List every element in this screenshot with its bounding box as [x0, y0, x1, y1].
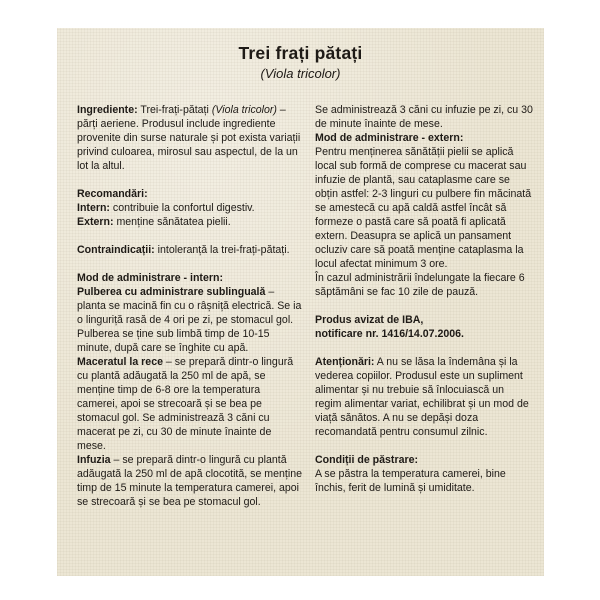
infusion-label: Infuzia [77, 454, 111, 466]
infusion-dose-text: Se administrează 3 căni cu infuzie pe zi, cu 30 de minute înainte de mese. [315, 104, 533, 130]
right-column [315, 103, 533, 495]
internal-administration-section [77, 271, 302, 509]
product-title: Trei frați pătați [238, 43, 363, 63]
ingredients-section [77, 103, 302, 173]
external-administration-label: Mod de administrare - extern: [315, 132, 464, 144]
approval-line-1: Produs avizat de IBA, [315, 314, 424, 326]
infusion-text: – se prepară dintr-o lingură cu plantă adăugată la 250 ml de apă clocotită, se menține timp de 15 minute la temperatura camerei, apoi se strecoară și se bea pe stomacul gol. [77, 454, 302, 508]
warnings-label: Atenționări: [315, 356, 375, 368]
approval-line-2: notificare nr. 1416/14.07.2006. [315, 328, 464, 340]
ingredients-label: Ingrediente: [77, 104, 138, 116]
sublingual-text: – planta se macină fin cu o râșniță electrică. Se ia o linguriță rasă de 4 ori pe zi, pe stomacul gol. Pulberea se ține sub limbă timp de 10-15 minute, după care se înghite cu apă. [77, 286, 302, 354]
external-administration-text: Pentru menținerea sănătății pielii se aplică local sub formă de comprese cu macerat sau infuzie de plantă, sau cataplasme care se obțin astfel: 2-3 linguri cu pulbere fin măcinată se amestecă cu apă caldă astfel încât să formeze o pastă care să poată fi aplicată extern. Deasupra se aplică un pansament ocluziv care să poată menține cataplasma la locul afectat minimum 3 ore. [315, 146, 532, 270]
intern-text: contribuie la confortul digestiv. [109, 202, 255, 214]
contraindications-label: Contraindicații: [77, 244, 155, 256]
warnings-text: A nu se lăsa la îndemâna și la vederea copiilor. Produsul este un supliment alimentar și nu trebuie să înlocuiască un regim alimentar variat, echilibrat și un mod de viață sănătos. A nu se depăși doza recomandată pentru consumul zilnic. [315, 356, 529, 438]
sublingual-paragraph [77, 285, 302, 355]
storage-section [315, 453, 533, 495]
recommendations-section [77, 187, 302, 229]
storage-label: Condiții de păstrare: [315, 454, 419, 466]
recommendations-label: Recomandări: [77, 188, 148, 200]
sublingual-label: Pulberea cu administrare sublinguală [77, 286, 266, 298]
product-latin-name: (Viola tricolor) [260, 66, 341, 81]
left-column [77, 103, 302, 509]
internal-administration-label: Mod de administrare - intern: [77, 272, 223, 284]
macerate-label: Maceratul la rece [77, 356, 163, 368]
macerate-paragraph [77, 355, 302, 453]
extern-label: Extern: [77, 216, 114, 228]
infusion-paragraph [77, 453, 302, 509]
intern-label: Intern: [77, 202, 110, 214]
ingredients-text-b: – părți aeriene. Produsul include ingrediente provenite din surse naturale și pot exista variații privind culoarea, mirosul sau aspectul, de la un lot la altul. [77, 104, 301, 172]
macerate-text: – se prepară dintr-o lingură cu plantă adăugată la 250 ml de apă, se menține timp de 6-8 ore la temperatura camerei, apoi se strecoară și se bea pe stomacul gol. Se administrează 3 căni cu macerat pe zi, cu 30 de minute înainte de mese. [77, 356, 294, 452]
warnings-section [315, 355, 533, 439]
extern-text: menține sănătatea pielii. [113, 216, 231, 228]
long-term-pause-text: În cazul administrării îndelungate la fiecare 6 săptămâni se fac 10 zile de pauză. [315, 272, 525, 298]
ingredients-latin: (Viola tricolor) [211, 104, 277, 116]
approval-section [315, 313, 533, 341]
contraindications-text: intoleranță la trei-frați-pătați. [154, 244, 290, 256]
ingredients-text-a: Trei-frați-pătați [137, 104, 212, 116]
storage-text: A se păstra la temperatura camerei, bine închis, ferit de lumină și umiditate. [315, 468, 506, 494]
contraindications-section [77, 243, 302, 257]
external-administration-section [315, 131, 533, 299]
product-label [57, 28, 544, 576]
